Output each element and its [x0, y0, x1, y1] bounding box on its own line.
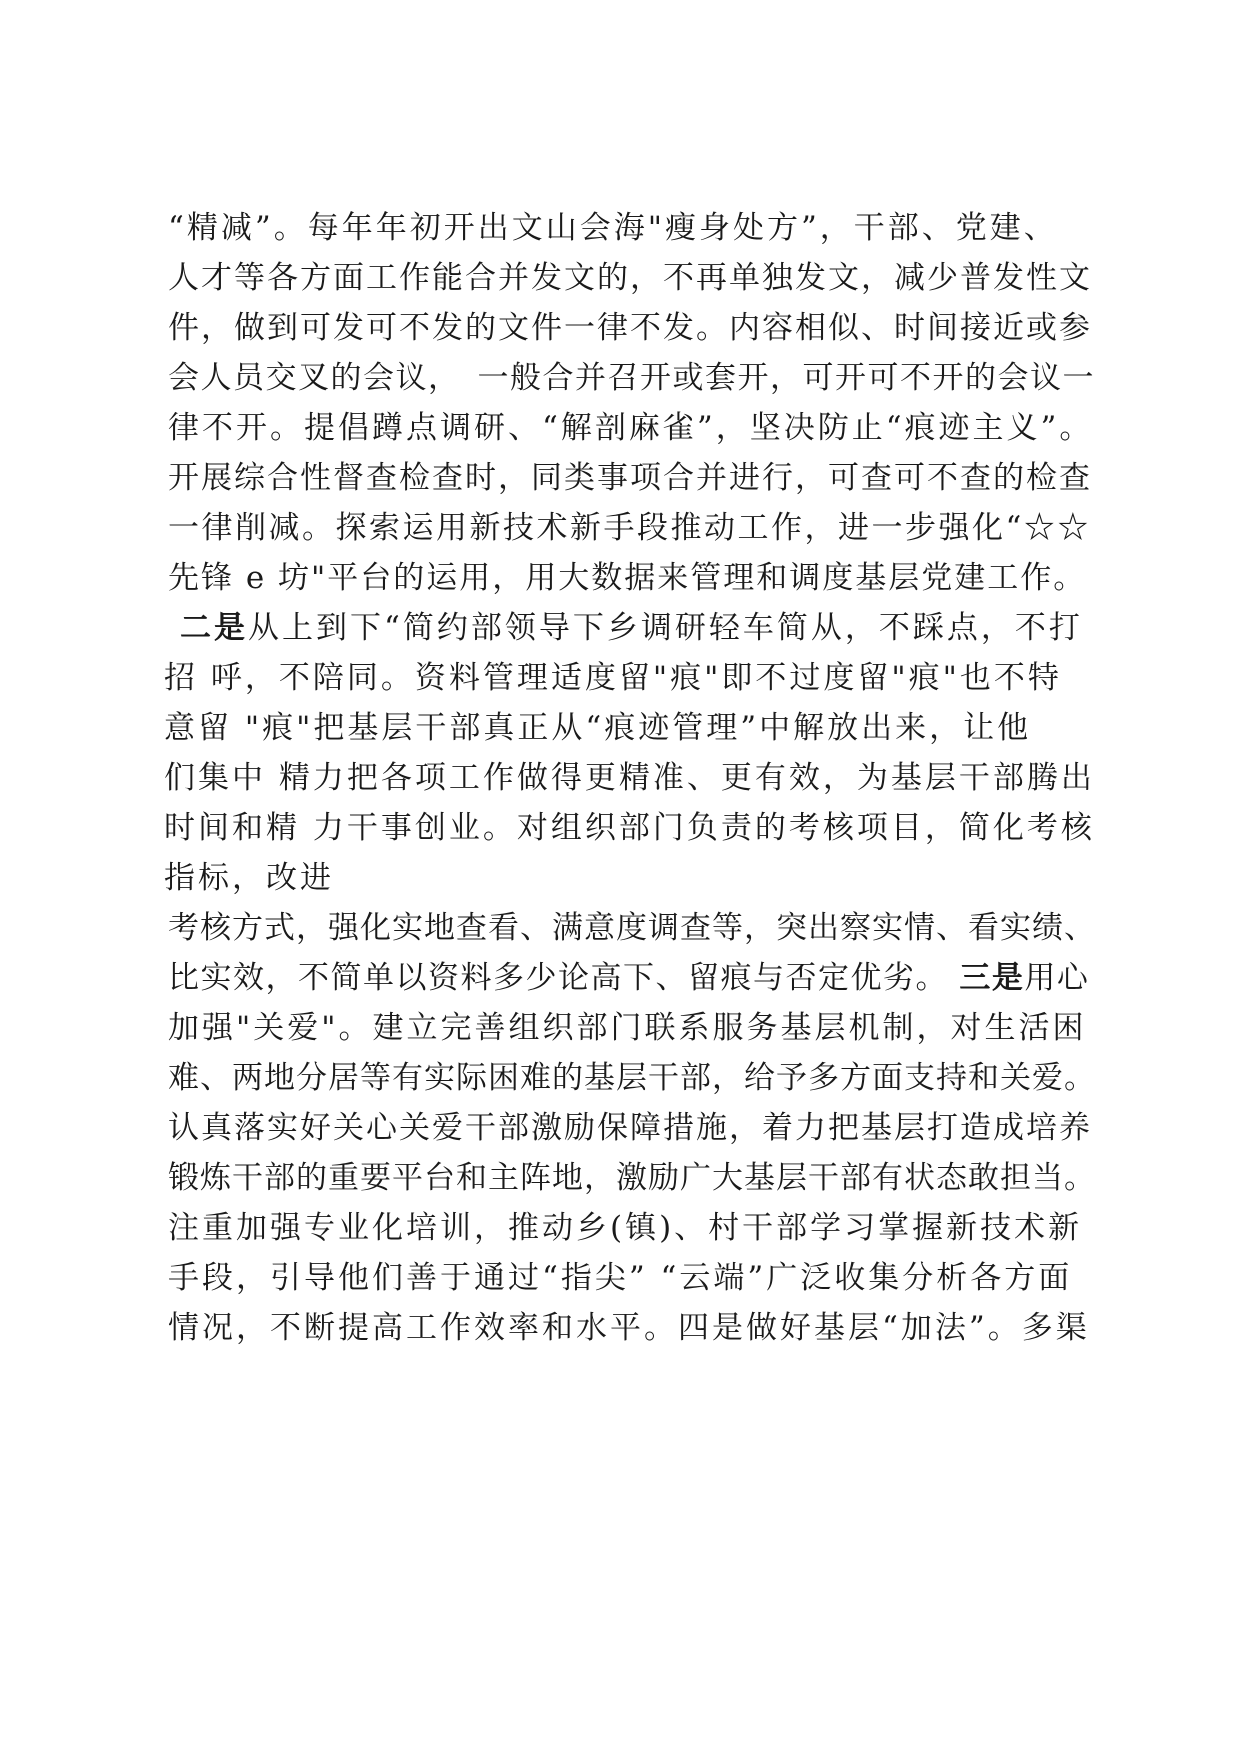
text-line: 认真落实好关心关爱干部激励保障措施，着力把基层打造成培养	[168, 1110, 1092, 1146]
text-segment: 比实效，不简单以资料多少论高下、留痕与否定优劣。	[168, 960, 960, 996]
text-line: 招 呼，不陪同。资料管理适度留"痕"即不过度留"痕"也不特	[164, 660, 1062, 696]
text-line: 们集中 精力把各项工作做得更精准、更有效，为基层干部腾出	[164, 760, 1095, 796]
text-line: 情况，不断提高工作效率和水平。四是做好基层“加法”。多渠	[168, 1310, 1090, 1346]
text-line: 注重加强专业化培训，推动乡(镇)、村干部学习掌握新技术新	[168, 1210, 1083, 1246]
text-line: 考核方式，强化实地查看、满意度调查等，突出察实情、看实绩、	[168, 910, 1096, 946]
text-line: 指标，改进	[164, 860, 334, 896]
text-line: 手段，引导他们善于通过“指尖” “云端”广泛收集分析各方面	[168, 1260, 1073, 1296]
text-line: 难、两地分居等有实际困难的基层干部，给予多方面支持和关爱。	[168, 1060, 1096, 1096]
emphasis-ershi: 二是	[180, 610, 248, 646]
text-line: 律不开。提倡蹲点调研、“解剖麻雀”，坚决防止“痕迹主义”。	[168, 410, 1094, 446]
text-line: 加强"关爱"。建立完善组织部门联系服务基层机制，对生活困	[168, 1010, 1087, 1046]
text-line: 锻炼干部的重要平台和主阵地，激励广大基层干部有状态敢担当。	[168, 1160, 1096, 1196]
text-line: 先锋 e 坊"平台的运用，用大数据来管理和调度基层党建工作。	[168, 560, 1087, 596]
text-segment: 从上到下“简约部领导下乡调研轻车简从，不踩点，不打	[248, 610, 1083, 646]
text-line: 人才等各方面工作能合并发文的，不再单独发文，减少普发性文	[168, 260, 1092, 296]
text-line: 时间和精 力干事创业。对组织部门负责的考核项目，简化考核	[164, 810, 1095, 846]
text-line: 开展综合性督查检查时，同类事项合并进行，可查可不查的检查	[168, 460, 1092, 496]
text-line: 意留 "痕"把基层干部真正从“痕迹管理”中解放出来，让他	[164, 710, 1032, 746]
text-line-with-emphasis	[168, 958, 1089, 998]
text-line: 件，做到可发可不发的文件一律不发。内容相似、时间接近或参	[168, 310, 1092, 346]
text-line: “精减”。每年年初开出文山会海"瘦身处方”，干部、党建、	[168, 210, 1058, 246]
text-line-with-emphasis	[180, 608, 1083, 648]
text-line: 一律削减。探索运用新技术新手段推动工作，进一步强化“☆☆	[168, 510, 1091, 546]
text-segment: 用心	[1024, 960, 1090, 996]
emphasis-sanshi: 三是	[959, 960, 1025, 996]
text-line: 会人员交叉的会议， 一般合并召开或套开，可开可不开的会议一	[168, 360, 1095, 396]
